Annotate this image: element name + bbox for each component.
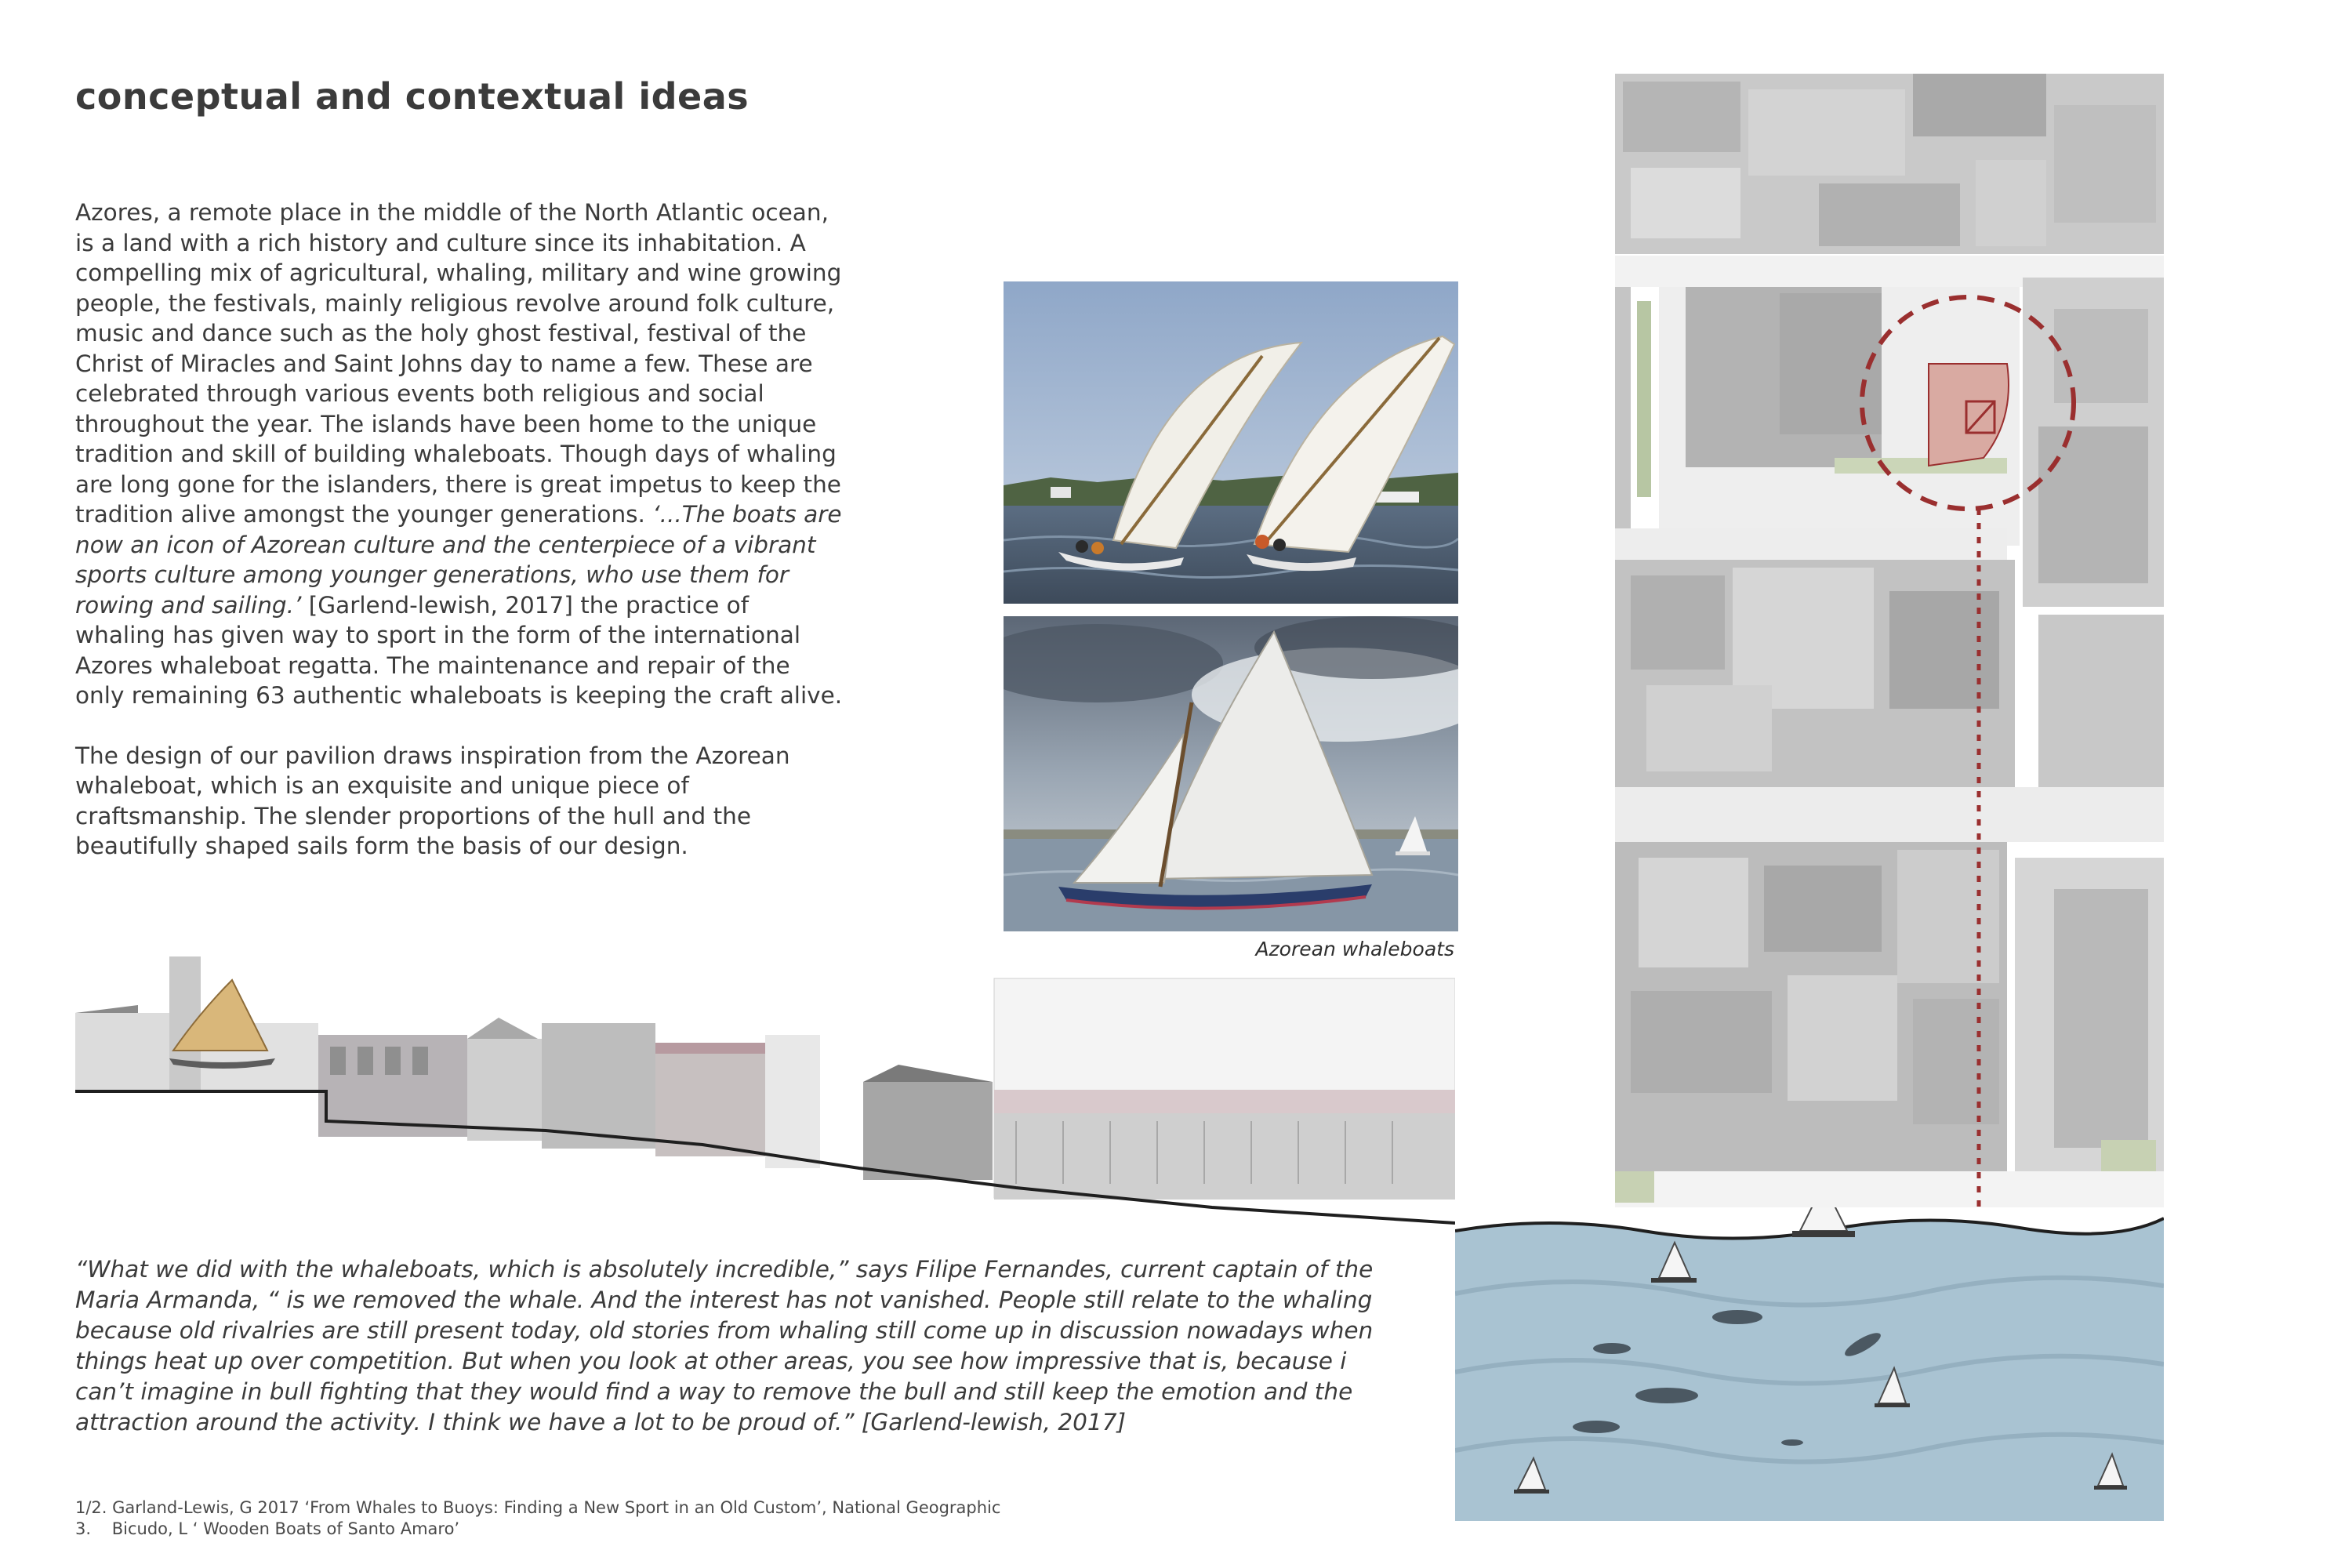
references [75,1497,1000,1540]
reference-2: 3. Bicudo, L ‘ Wooden Boats of Santo Amaro’ [75,1519,460,1538]
street-section [75,949,1455,1231]
page-title: conceptual and contextual ideas [75,75,750,118]
reference-1: 1/2. Garland-Lewis, G 2017 ‘From Whales to Buoys: Finding a New Sport in an Old Custom’, National Geographic [75,1498,1001,1517]
captain-quote: “What we did with the whaleboats, which is absolutely incredible,” says Filipe Fernandes, current captain of the Maria Armanda, “ is we removed the whale. And the interest has not vanished. People still relate to the whaling because old rivalries are still present today, old stories from whaling still come up in discussion nowadays when things heat up over competition. But when you look at other areas, you see how impressive that is, because i can’t imagine in bull fighting that they would find a way to remove the bull and still keep the emotion and the attraction around the activity. I think we have a lot to be proud of.” [Garlend-lewish, 2017] [75,1256,1374,1436]
photo-caption: Azorean whaleboats [1255,938,1454,960]
whaleboat-photo-top [1004,281,1458,604]
intro-text [75,198,844,862]
intro-paragraph-2: The design of our pavilion draws inspiration from the Azorean whaleboat, which is an exquisite and unique piece of craftsmanship. The slender proportions of the hull and the beautifully shaped sails form the basis of our design. [75,742,790,859]
sea-panel [1455,1207,2164,1521]
site-plan [1615,74,2164,1221]
whaleboat-photo-bottom [1004,616,1458,931]
intro-paragraph-1: Azores, a remote place in the middle of the North Atlantic ocean, is a land with a rich history and culture since its inhabitation. A compelling mix of agricultural, whaling, military and wine growing people, the festivals, mainly religious revolve around folk culture, music and dance such as the holy ghost festival, festival of the Christ of Miracles and Saint Johns day to name a few. These are celebrated through various events both religious and social throughout the year. The islands have been home to the unique tradition and skill of building whaleboats. Though days of whaling are long gone for the islanders, there is great impetus to keep the tradition alive amongst the younger generations. ‘...The boats are now an icon of Azorean culture and the centerpiece of a vibrant sports culture among younger generations, who use them for rowing and sailing.’ [Garlend-lewish, 2017] the practice of whaling has given way to sport in the form of the international Azores whaleboat regatta. The maintenance and repair of the only remaining 63 authentic whaleboats is keeping the craft alive. [75,199,843,709]
